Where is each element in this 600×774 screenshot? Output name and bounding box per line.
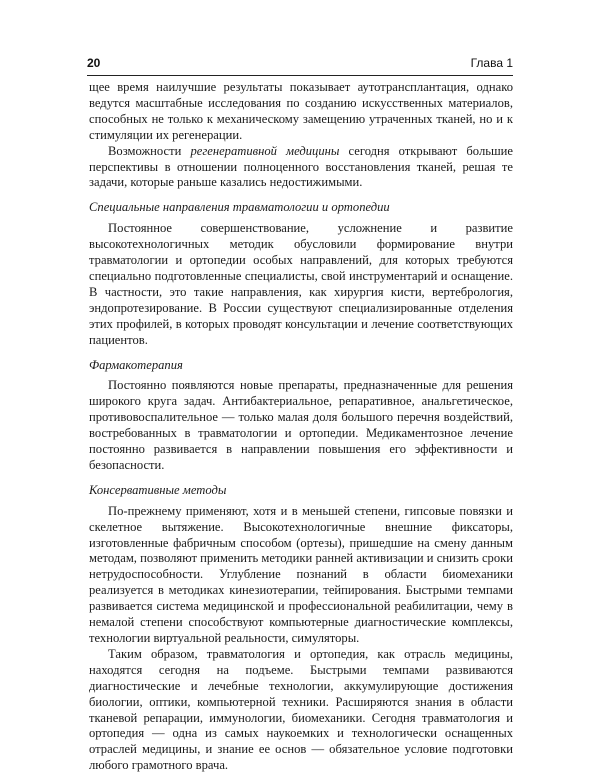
paragraph-text: сегодня открывают большие перспективы в отношении полноценного восстановления тканей, решая те задачи, которые раньше казались недостижимыми. — [89, 143, 513, 190]
section-heading-pharmacotherapy: Фармакотерапия — [89, 357, 183, 372]
body-text — [89, 80, 513, 774]
paragraph-pharmacotherapy: Постоянно появляются новые препараты, предназначенные для решения широкого круга задач. Антибактериальное, репаративное, анальгетическое, противовоспалительное — только малая доля большого перечня воздействий, востребованных в травматологии и ортопедии. Медикаментозное лечение постоянно развивается в направлении повышения его эффективности и безопасности. — [89, 378, 513, 472]
page-number: 20 — [87, 56, 101, 70]
section-heading-special-directions: Специальные направления травматологии и ортопедии — [89, 200, 390, 215]
section-heading-conservative-methods: Консервативные методы — [89, 482, 227, 497]
paragraph-regenerative-medicine — [89, 144, 513, 192]
running-header — [87, 55, 513, 76]
emphasized-term: регенеративной медицины — [190, 143, 340, 158]
paragraph-conservative-methods: По-прежнему применяют, хотя и в меньшей степени, гипсовые повязки и скелетное вытяжение. Высокотехнологичные внешние фиксаторы, изготовленные фабричным способом (ортезы), пришедшие на смену данным методам, позволяют применить методики ранней активизации и снизить сроки нетрудоспособности. Углубление познаний в области биомеханики реализуется в методиках кинезиотерапии, тейпирования. Быстрыми темпами развивается система медицинской и профессиональной реабилитации, чему в немалой степени способствуют компьютерные диагностические комплексы, технологии виртуальной реальности, симуляторы. — [89, 503, 513, 645]
paragraph-text: Возможности — [108, 143, 191, 158]
chapter-title: Глава 1 — [470, 56, 513, 70]
paragraph-special-directions: Постоянное совершенствование, усложнение и развитие высокотехнологичных методик обусловили формирование внутри травматологии и ортопедии особых направлений, для которых требуются специально подготовленные специалисты, свой инструментарий и оснащение. В частности, это такие направления, как хирургия кисти, вертебрология, эндопротезирование. В России существуют специализированные отделения этих профилей, в которых проводят консультации и лечение соответствующих пациентов. — [89, 221, 513, 347]
paragraph-conclusion: Таким образом, травматология и ортопедия, как отрасль медицины, находятся сегодня на подъеме. Быстрыми темпами развиваются диагностические и лечебные технологии, аккумулирующие достижения биологии, оптики, компьютерной техники. Расширяются знания в области тканевой репарации, иммунологии, биомеханики. Сегодня травматология и ортопедия — одна из самых наукоемких и технологически оснащенных отраслей медицины, и знание ее основ — обязательное условие подготовки любого грамотного врача. — [89, 646, 513, 773]
paragraph-continued: щее время наилучшие результаты показывает аутотрансплантация, однако ведутся масштабные исследования по созданию искусственных материалов, способных не только к механическому замещению утраченных тканей, но и к стимуляции их регенерации. — [89, 80, 513, 142]
